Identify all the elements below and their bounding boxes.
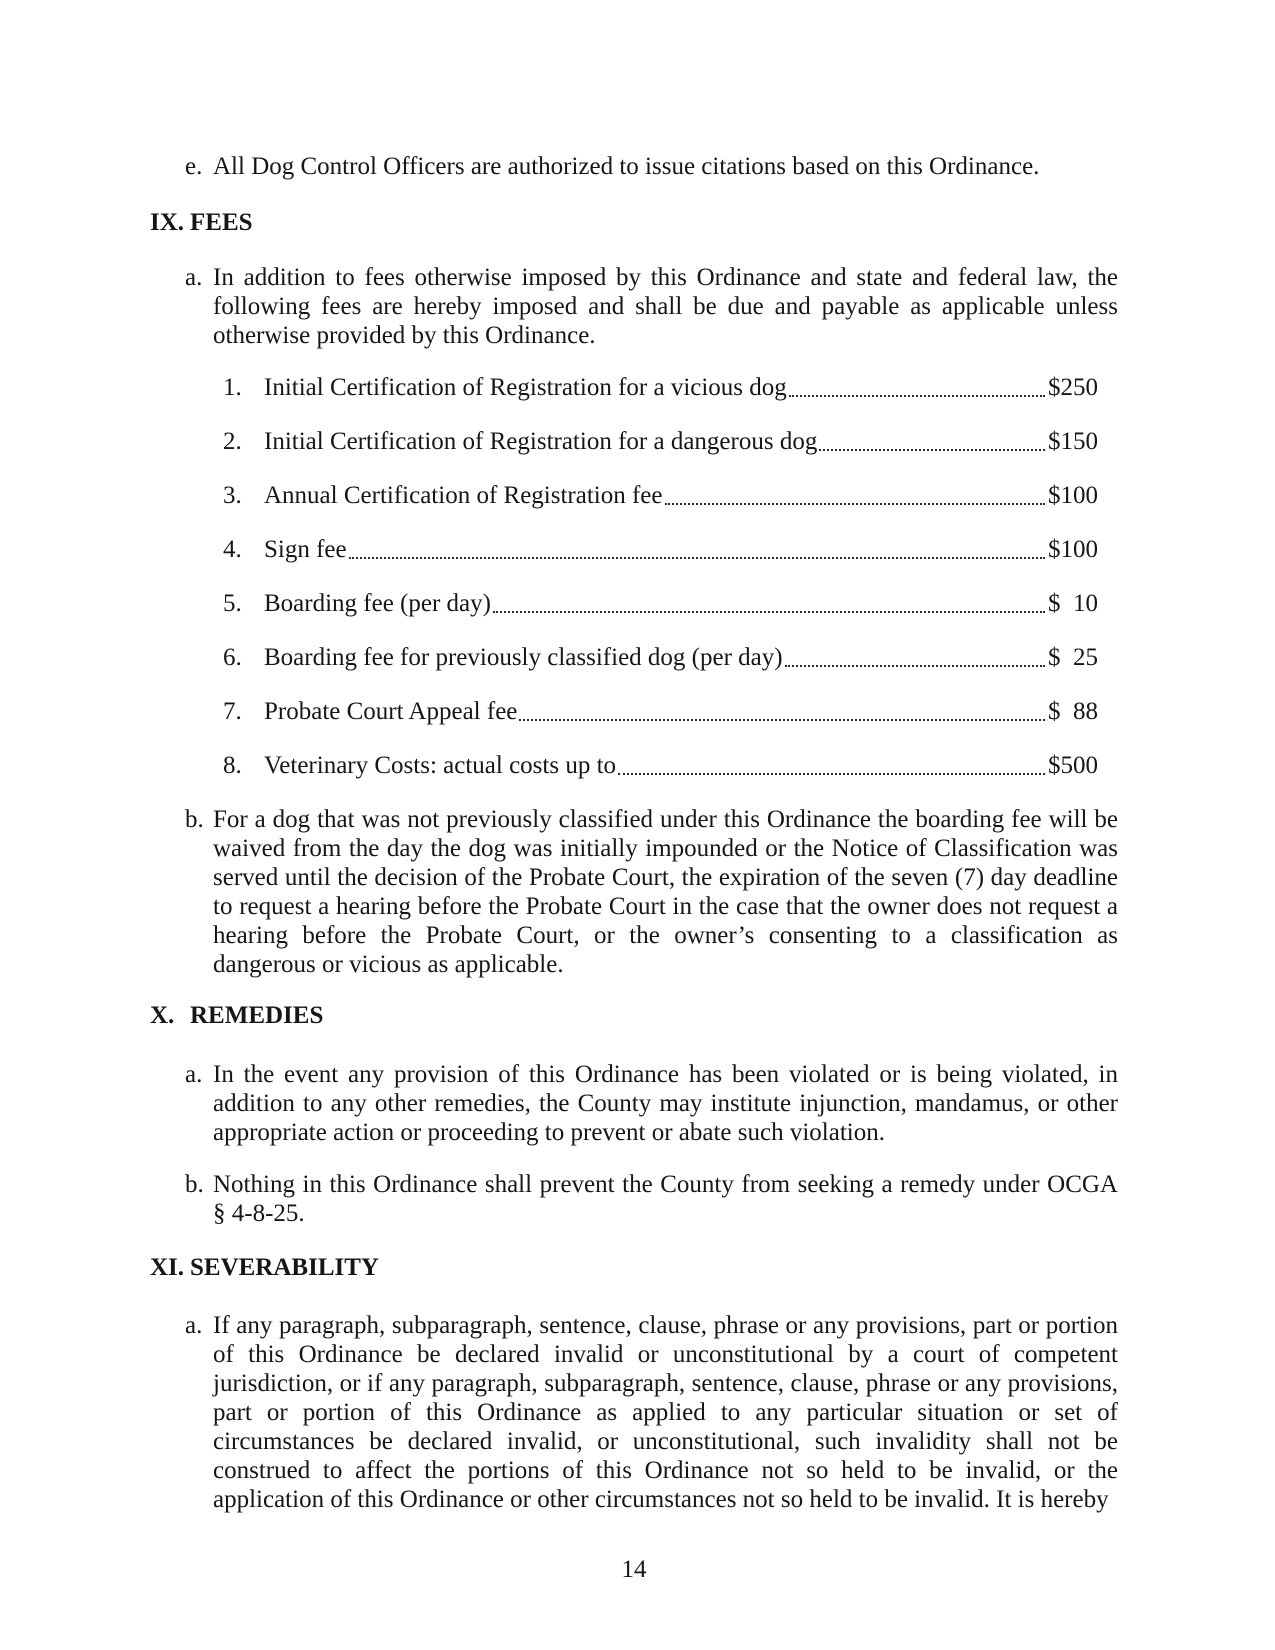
paragraph-marker: b. — [185, 806, 204, 833]
currency-symbol: $ — [1048, 374, 1061, 401]
amount-value: 25 — [1073, 644, 1098, 671]
amount-value: 100 — [1060, 536, 1098, 563]
currency-symbol: $ — [1048, 428, 1061, 455]
fee-number: 3. — [223, 482, 242, 509]
fee-label: Veterinary Costs: actual costs up to — [264, 752, 617, 779]
section-title: REMEDIES — [190, 1002, 324, 1029]
fee-amount — [1048, 697, 1098, 726]
section-heading-remedies — [150, 1001, 1118, 1030]
page-number: 14 — [621, 1556, 647, 1583]
fee-label: Boarding fee (per day) — [264, 590, 491, 617]
fee-row-4 — [223, 535, 1098, 564]
fee-amount — [1048, 643, 1098, 672]
fee-label: Initial Certification of Registration for a vicious dog — [264, 374, 787, 401]
paragraph-marker: a. — [185, 1312, 203, 1339]
fee-label: Initial Certification of Registration for a dangerous dog — [264, 428, 818, 455]
amount-value: 10 — [1073, 590, 1098, 617]
fee-amount — [1048, 535, 1098, 564]
dot-leader — [819, 449, 1045, 451]
list-item-e — [185, 152, 1118, 181]
paragraph-text: In addition to fees otherwise imposed by this Ordinance and state and federal law, the following fees are hereby imposed and shall be due and payable as applicable unless otherwise provided by this Ordinance. — [213, 264, 1118, 349]
section-title: SEVERABILITY — [190, 1254, 379, 1281]
currency-symbol: $ — [1048, 644, 1061, 671]
dot-leader — [349, 557, 1045, 559]
fee-number: 7. — [223, 698, 242, 725]
dot-leader — [665, 503, 1046, 505]
paragraph-text: Nothing in this Ordinance shall prevent the County from seeking a remedy under OCGA § 4-8-25. — [213, 1171, 1118, 1227]
fee-amount — [1048, 373, 1098, 402]
fee-row-8 — [223, 751, 1098, 780]
amount-value: 150 — [1060, 428, 1098, 455]
currency-symbol: $ — [1048, 482, 1061, 509]
paragraph-marker: a. — [185, 1061, 203, 1088]
fee-number: 4. — [223, 536, 242, 563]
fee-label: Probate Court Appeal fee — [264, 698, 518, 725]
fee-amount — [1048, 427, 1098, 456]
fee-number: 2. — [223, 428, 242, 455]
section-number: X. — [150, 1002, 175, 1029]
amount-value: 100 — [1060, 482, 1098, 509]
dot-leader — [789, 395, 1045, 397]
paragraph-marker: a. — [185, 264, 203, 291]
paragraph-text: If any paragraph, subparagraph, sentence, clause, phrase or any provisions, part or portion of this Ordinance be declared invalid or unconstitutional by a court of competent jurisdiction, or if any paragraph, subparagraph, sentence, clause, phrase or any provisions, part or portion of this Ordinance as applied to any particular situation or set of circumstances be declared invalid, or unconstitutional, such invalidity shall not be construed to affect the portions of this Ordinance not so held to be invalid, or the application of this Ordinance or other circumstances not so held to be invalid. It is hereby — [213, 1312, 1118, 1513]
fee-number: 5. — [223, 590, 242, 617]
fee-schedule — [150, 373, 1118, 780]
currency-symbol: $ — [1048, 752, 1061, 779]
severability-paragraph-a — [185, 1311, 1118, 1514]
fee-row-7 — [223, 697, 1098, 726]
fee-amount — [1048, 589, 1098, 618]
fee-number: 6. — [223, 644, 242, 671]
dot-leader — [618, 773, 1045, 775]
section-number: XI. — [150, 1254, 185, 1281]
fee-label: Sign fee — [264, 536, 347, 563]
fees-paragraph-a — [185, 263, 1118, 350]
section-title: FEES — [190, 209, 253, 236]
fee-row-6 — [223, 643, 1098, 672]
currency-symbol: $ — [1048, 590, 1061, 617]
fee-row-2 — [223, 427, 1098, 456]
remedies-paragraph-b — [185, 1170, 1118, 1228]
list-item-text: All Dog Control Officers are authorized to issue citations based on this Ordinance. — [213, 153, 1040, 180]
fees-paragraph-b — [185, 805, 1118, 979]
dot-leader — [519, 719, 1045, 721]
section-heading-severability — [150, 1253, 1118, 1282]
currency-symbol: $ — [1048, 698, 1061, 725]
dot-leader — [493, 611, 1045, 613]
fee-row-5 — [223, 589, 1098, 618]
section-number: IX. — [150, 209, 185, 236]
fee-row-1 — [223, 373, 1098, 402]
fee-amount — [1048, 751, 1098, 780]
amount-value: 250 — [1060, 374, 1098, 401]
fee-label: Boarding fee for previously classified dog (per day) — [264, 644, 783, 671]
fee-amount — [1048, 481, 1098, 510]
currency-symbol: $ — [1048, 536, 1061, 563]
fee-label: Annual Certification of Registration fee — [264, 482, 663, 509]
paragraph-text: In the event any provision of this Ordinance has been violated or is being violated, in addition to any other remedies, the County may institute injunction, mandamus, or other appropriate action or proceeding to prevent or abate such violation. — [213, 1061, 1118, 1146]
section-heading-fees — [150, 208, 1118, 237]
dot-leader — [785, 665, 1045, 667]
paragraph-text: For a dog that was not previously classified under this Ordinance the boarding fee will be waived from the day the dog was initially impounded or the Notice of Classification was served until the decision of the Probate Court, the expiration of the seven (7) day deadline to request a hearing before the Probate Court in the case that the owner does not request a hearing before the Probate Court, or the owner’s consenting to a classification as dangerous or vicious as applicable. — [213, 806, 1118, 978]
paragraph-marker: b. — [185, 1171, 204, 1198]
fee-row-3 — [223, 481, 1098, 510]
amount-value: 88 — [1073, 698, 1098, 725]
fee-number: 1. — [223, 374, 242, 401]
fee-number: 8. — [223, 752, 242, 779]
amount-value: 500 — [1060, 752, 1098, 779]
list-item-marker: e. — [185, 153, 203, 180]
remedies-paragraph-a — [185, 1060, 1118, 1147]
